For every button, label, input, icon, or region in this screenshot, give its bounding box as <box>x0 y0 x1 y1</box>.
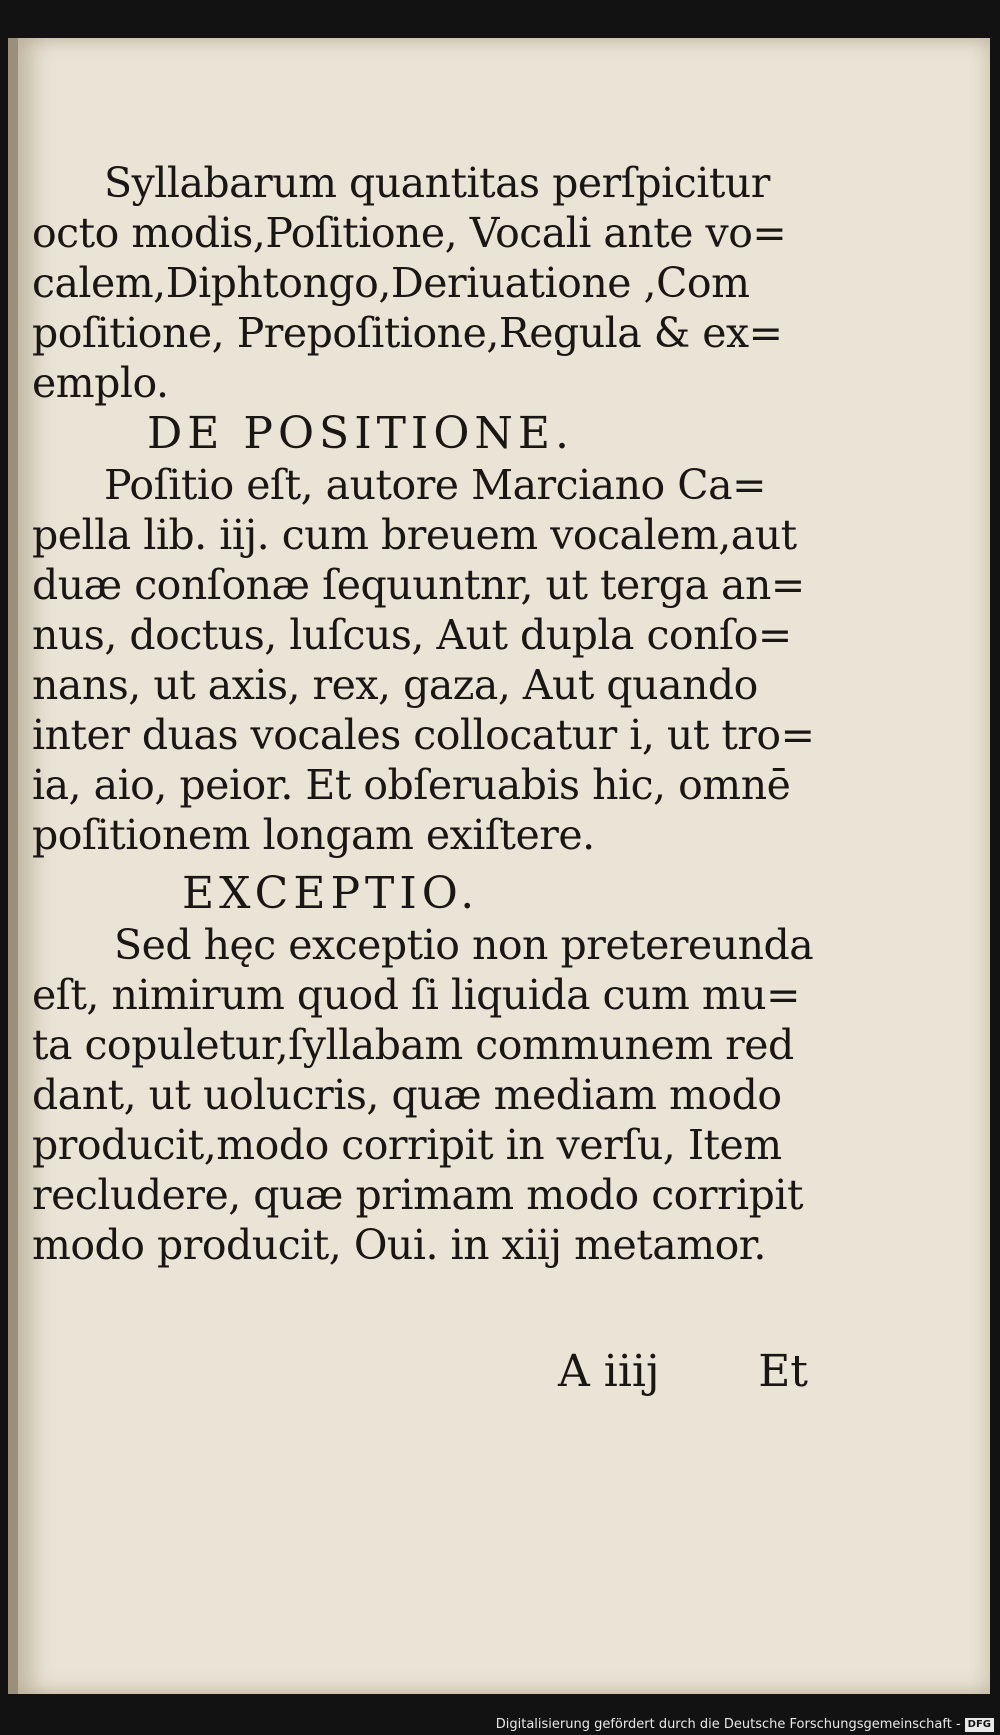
text-line: modo producit, Oui. in xiij metamor. <box>32 1221 766 1269</box>
text-line: poſitione, Prepoſitione,Regula & ex= <box>32 309 783 357</box>
text-line: poſitionem longam exiſtere. <box>32 811 595 859</box>
page-text <box>32 158 815 1270</box>
text-line: recludere, quæ primam modo corripit <box>32 1171 804 1219</box>
text-line: ia, aio, peior. Et obſeruabis hic, omnē <box>32 761 791 809</box>
catchword: Et <box>758 1346 808 1397</box>
credit-text: Digitalisierung gefördert durch die Deutsche Forschungsgemeinschaft - <box>495 1717 961 1732</box>
text-line: nans, ut axis, rex, gaza, Aut quando <box>32 661 758 709</box>
section-heading-exceptio: EXCEPTIO. <box>182 868 480 919</box>
dfg-logo-icon: DFG <box>965 1718 994 1732</box>
text-line: Sed hęc exceptio non pretereunda <box>114 921 814 969</box>
text-line: octo modis,Poſitione, Vocali ante vo= <box>32 209 787 257</box>
text-line: emplo. <box>32 359 169 407</box>
book-page <box>8 38 990 1694</box>
signature-mark: A iiij <box>558 1346 660 1397</box>
text-line: pella lib. iij. cum breuem vocalem,aut <box>32 511 797 559</box>
text-line: calem,Diphtongo,Deriuatione ,Com <box>32 259 750 307</box>
text-line: ta copuletur,ſyllabam communem red <box>32 1021 794 1069</box>
text-line: Poſitio eſt, autore Marciano Ca= <box>104 461 766 509</box>
page-footer <box>558 1346 808 1397</box>
text-line: duæ conſonæ ſequuntnr, ut terga an= <box>32 561 805 609</box>
text-line: nus, doctus, luſcus, Aut dupla conſo= <box>32 611 792 659</box>
text-line: Syllabarum quantitas perſpicitur <box>104 159 770 207</box>
text-line: dant, ut uolucris, quæ mediam modo <box>32 1071 782 1119</box>
digitization-credit <box>496 1717 994 1732</box>
section-heading-positione: DE POSITIONE. <box>147 408 574 459</box>
text-line: eſt, nimirum quod ſi liquida cum mu= <box>32 971 800 1019</box>
text-line: producit,modo corripit in verſu, Item <box>32 1121 782 1169</box>
text-line: inter duas vocales collocatur i, ut tro= <box>32 711 815 759</box>
